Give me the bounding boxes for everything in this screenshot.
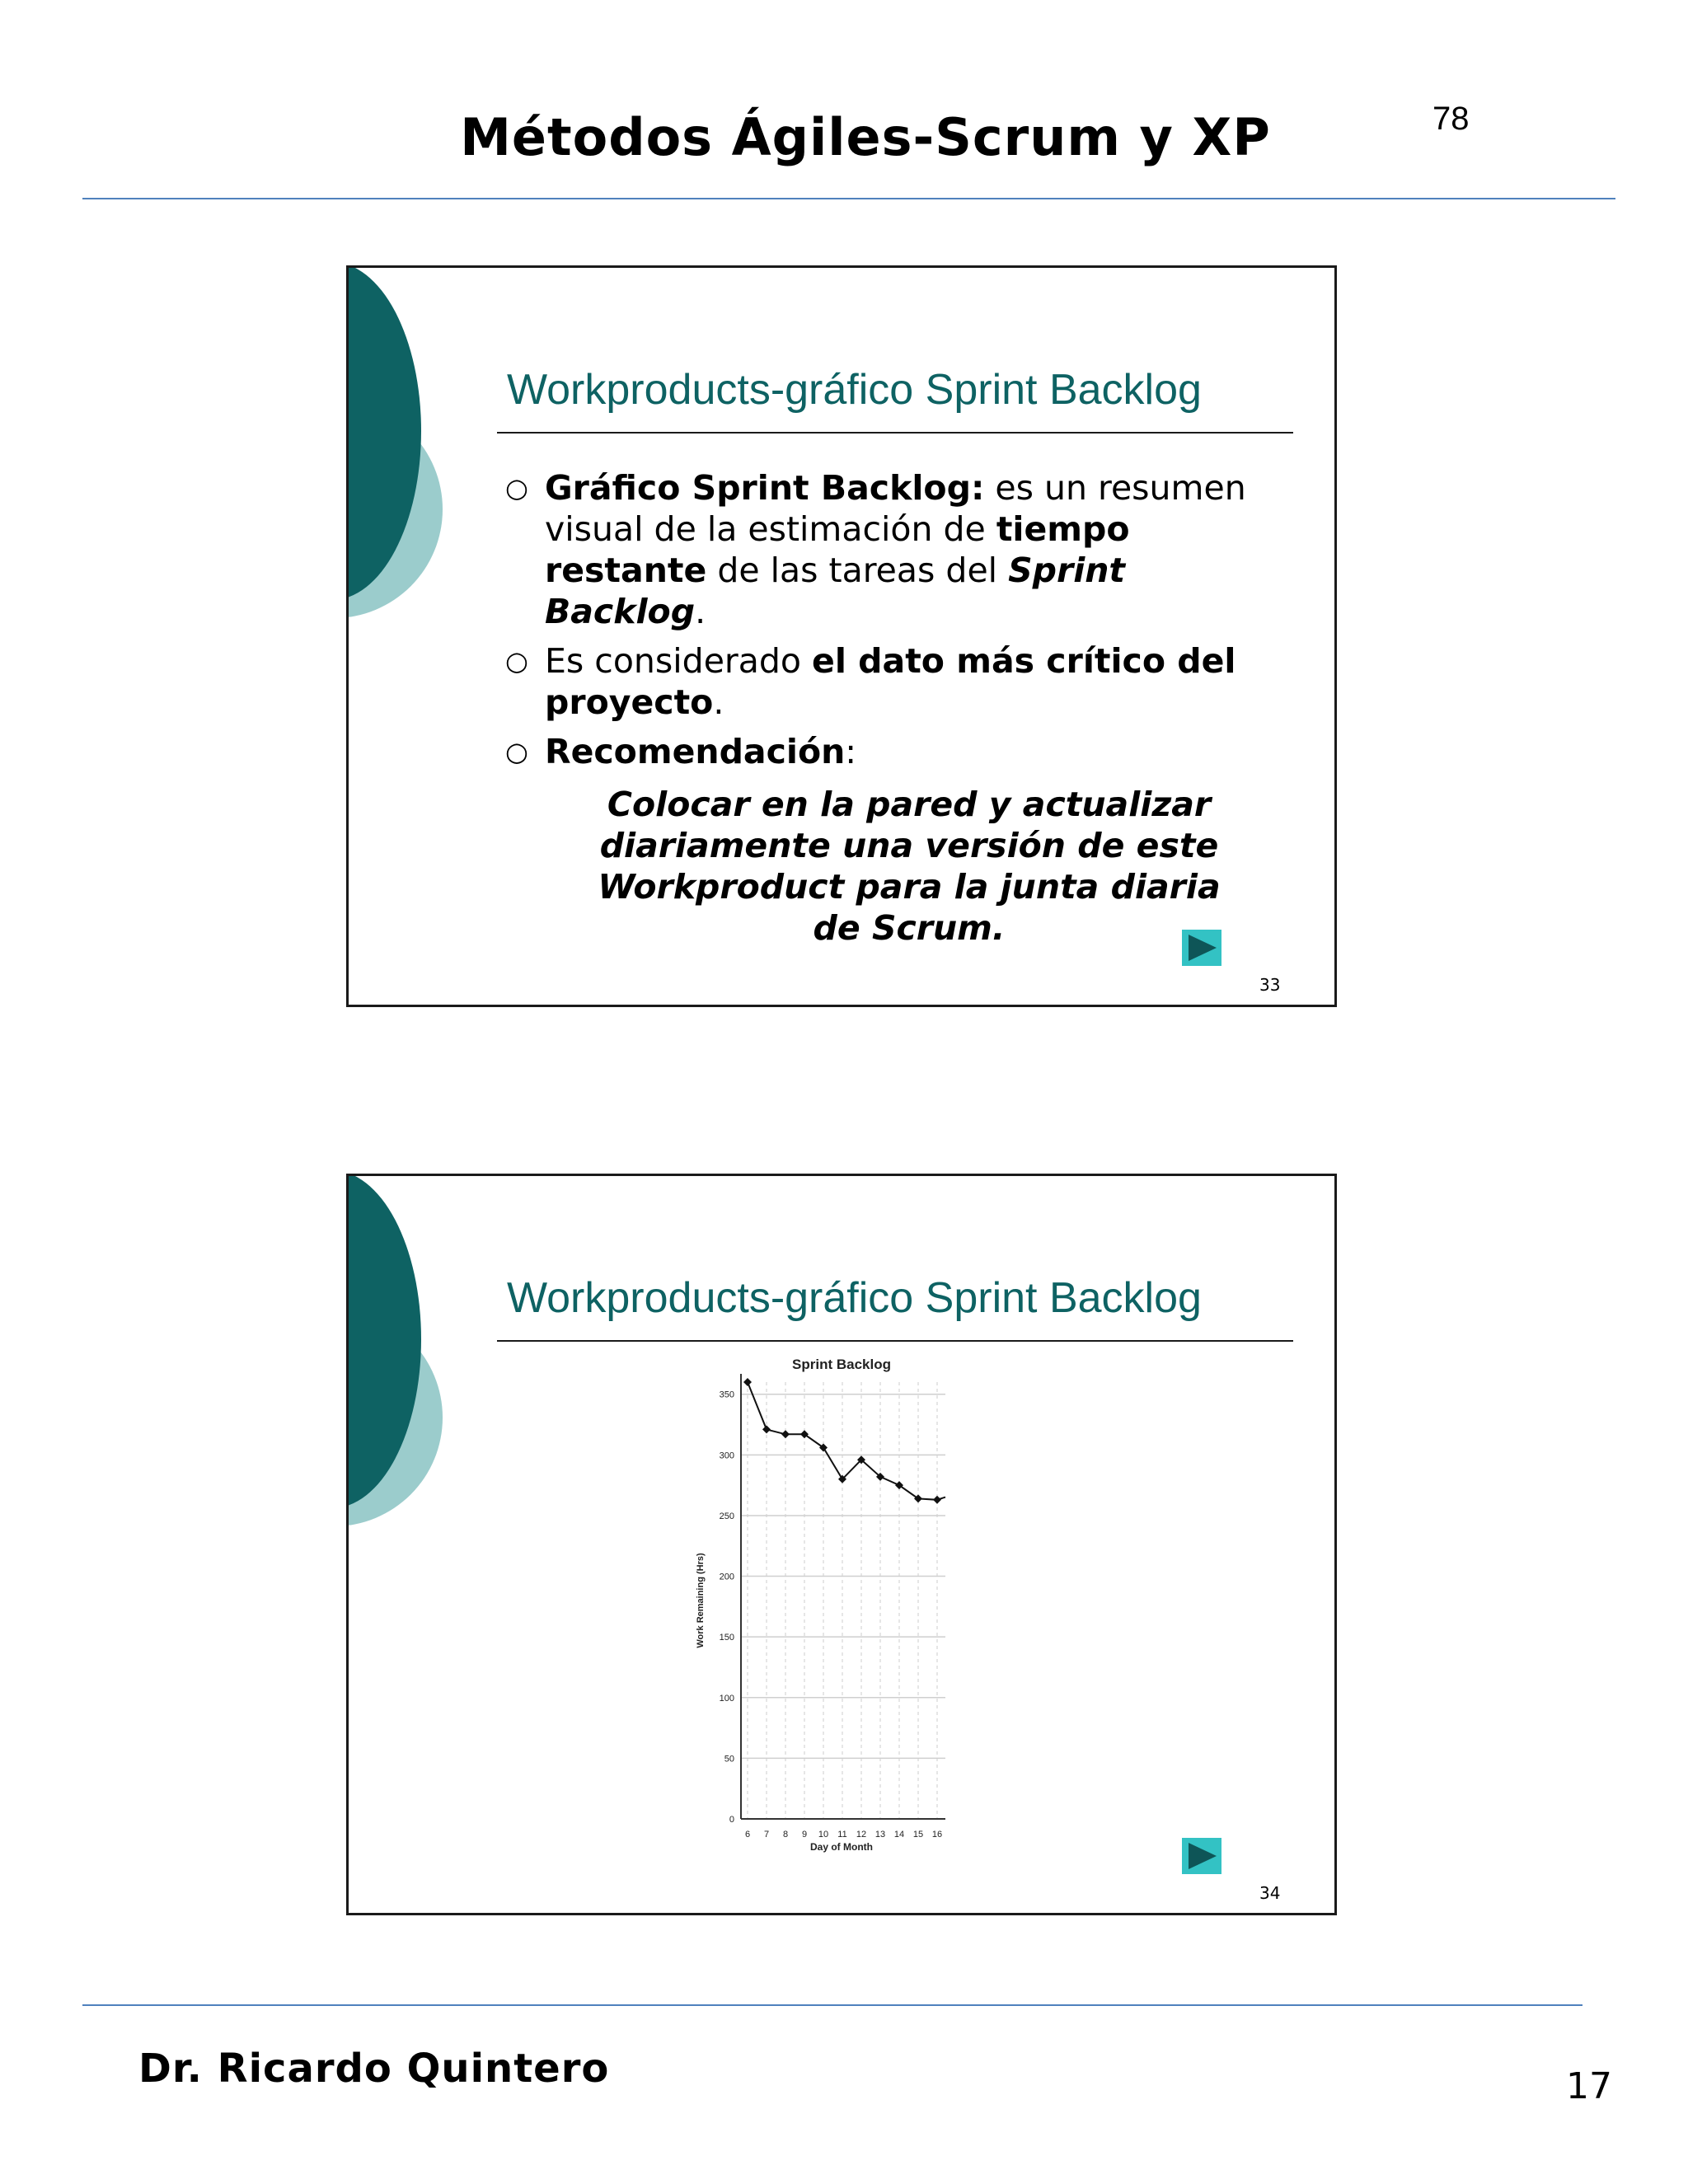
bullet-text: Es considerado (545, 641, 813, 681)
next-slide-button[interactable] (1182, 1838, 1221, 1874)
x-tick-label: 15 (912, 1830, 924, 1840)
slide-decoration (349, 268, 513, 696)
y-tick-label: 250 (719, 1511, 734, 1521)
x-tick-label: 13 (874, 1830, 886, 1840)
bullet-bold-text: tiempo restante (545, 509, 1130, 590)
y-tick-label: 0 (729, 1815, 734, 1825)
recommendation-text: Colocar en la pared y actualizar diariamente una versión de este Workproduct para la junta diaria de Scrum. (598, 785, 1221, 948)
bullet-bold-text: Recomendación (545, 732, 846, 771)
x-tick-label: 7 (763, 1830, 770, 1840)
bullet-text: . (713, 682, 724, 722)
slide-title-rule (497, 432, 1293, 434)
bullet-circle-icon: ○ (505, 472, 528, 504)
y-tick-label: 300 (719, 1451, 734, 1461)
bullet-item (505, 731, 1296, 772)
bullet-item (505, 640, 1296, 723)
bullet-text: . (695, 592, 706, 631)
bullet-text: es un resumen visual de la estimación de (545, 468, 1246, 549)
footer-rule (82, 2004, 1582, 2006)
x-tick-label: 6 (744, 1830, 751, 1840)
bullet-item (505, 467, 1296, 632)
y-tick-label: 150 (719, 1633, 734, 1643)
y-tick-label: 200 (719, 1572, 734, 1582)
sprint-backlog-chart (688, 1344, 1216, 1905)
bullet-circle-icon: ○ (505, 736, 528, 767)
x-tick-label: 16 (931, 1830, 943, 1840)
bullet-bold-text: el dato más crítico del proyecto (545, 641, 1236, 722)
x-tick-label: 14 (893, 1830, 905, 1840)
x-axis-label: Day of Month (810, 1841, 873, 1853)
bullet-bold-italic-text: Sprint Backlog (545, 551, 1126, 631)
x-tick-label: 12 (856, 1830, 867, 1840)
next-slide-button[interactable] (1182, 930, 1221, 966)
page-number-top: 78 (1432, 101, 1470, 137)
slide-number: 34 (1259, 1883, 1281, 1903)
chart-title: Sprint Backlog (792, 1357, 891, 1372)
page-title: Métodos Ágiles-Scrum y XP (460, 107, 1271, 167)
x-tick-label: 8 (782, 1830, 789, 1840)
slide-34 (346, 1174, 1337, 1915)
data-point (933, 1496, 941, 1504)
x-tick-label: 9 (801, 1830, 808, 1840)
author-name: Dr. Ricardo Quintero (138, 2046, 610, 2092)
slide-33 (346, 265, 1337, 1007)
slide-number: 33 (1259, 975, 1281, 995)
data-point (743, 1378, 752, 1386)
bullet-list (505, 467, 1296, 780)
page-number-bottom: 17 (1566, 2065, 1612, 2107)
y-axis-label: Work Remaining (Hrs) (696, 1553, 706, 1648)
slide-title: Workproducts-gráfico Sprint Backlog (507, 366, 1202, 414)
x-tick-label: 10 (818, 1830, 829, 1840)
data-point (762, 1425, 771, 1433)
slide-decoration (349, 1176, 513, 1605)
x-tick-label: 11 (837, 1830, 847, 1840)
y-tick-label: 100 (719, 1693, 734, 1704)
y-tick-label: 50 (724, 1754, 734, 1765)
slide-title-rule (497, 1340, 1293, 1342)
bullet-text: : (845, 732, 857, 771)
y-tick-label: 350 (719, 1390, 734, 1400)
bullet-circle-icon: ○ (505, 645, 528, 677)
bullet-text: de las tareas del (706, 551, 1009, 590)
slide-title: Workproducts-gráfico Sprint Backlog (507, 1274, 1202, 1322)
header-rule (82, 198, 1615, 199)
bullet-bold-text: Gráfico Sprint Backlog: (545, 468, 985, 508)
data-point (781, 1430, 790, 1438)
series-line (748, 1382, 945, 1500)
